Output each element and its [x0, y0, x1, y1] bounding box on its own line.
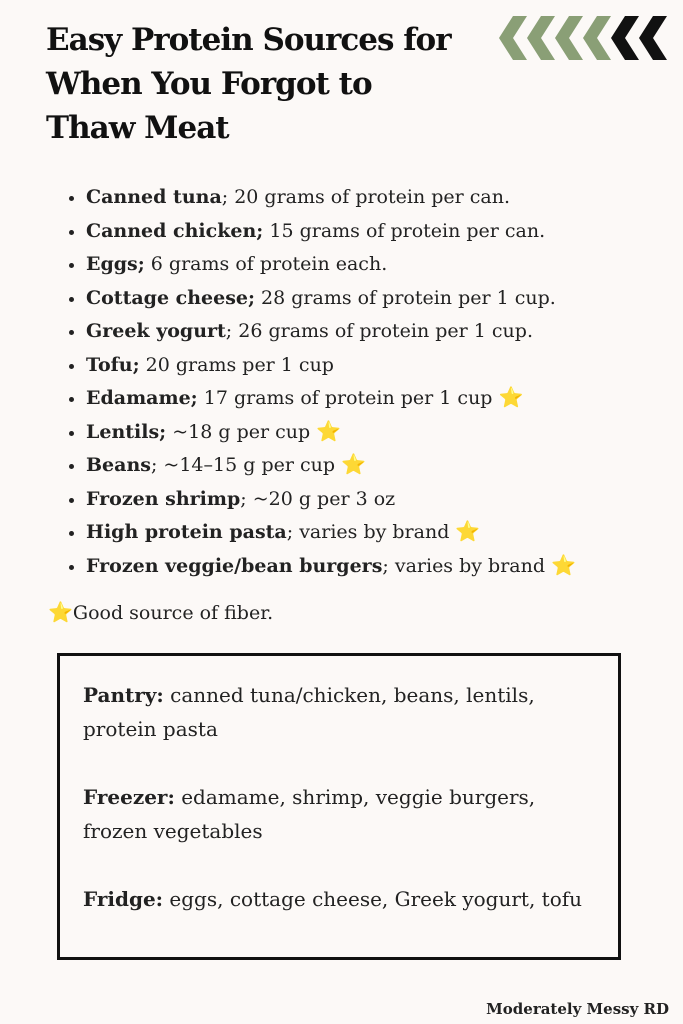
- fridge-text: eggs, cottage cheese, Greek yogurt, tofu: [163, 887, 583, 911]
- list-item: • Frozen shrimp; ~20 g per 3 oz: [86, 482, 683, 516]
- pantry-line: [83, 678, 598, 746]
- title-line-2: When You Forgot to: [46, 66, 372, 102]
- list-item: • Beans; ~14–15 g per cup ⭐: [86, 448, 683, 482]
- chevron-shape: [639, 16, 667, 60]
- chevron-shape: [555, 16, 583, 60]
- chevron-shape: [611, 16, 639, 60]
- fiber-note: [48, 600, 273, 624]
- title-line-3: Thaw Meat: [46, 110, 229, 146]
- fridge-line: [83, 882, 598, 916]
- freezer-text: edamame, shrimp, veggie burgers, frozen vegetables: [83, 785, 536, 843]
- list-item: • Frozen veggie/bean burgers; varies by brand ⭐: [86, 549, 683, 583]
- storage-box: [57, 653, 621, 960]
- list-item: • Canned tuna; 20 grams of protein per can.: [86, 180, 683, 214]
- pantry-label: Pantry:: [83, 683, 164, 707]
- chevron-shapes: [499, 16, 667, 60]
- fridge-label: Fridge:: [83, 887, 164, 911]
- page-title: [46, 18, 486, 150]
- list-item: • Greek yogurt; 26 grams of protein per 1 cup.: [86, 314, 683, 348]
- list-item: • Cottage cheese; 28 grams of protein per 1 cup.: [86, 281, 683, 315]
- pantry-text: canned tuna/chicken, beans, lentils, protein pasta: [83, 683, 535, 741]
- chevron-shape: [583, 16, 611, 60]
- star-icon: ⭐: [316, 418, 342, 443]
- list-item: • Edamame; 17 grams of protein per 1 cup ⭐: [86, 381, 683, 415]
- star-icon: ⭐: [341, 452, 366, 476]
- list-item: • Tofu; 20 grams per 1 cup: [86, 348, 683, 382]
- freezer-label: Freezer:: [83, 785, 175, 809]
- list-item: • Lentils; ~18 g per cup ⭐: [86, 415, 683, 449]
- author-credit: Moderately Messy RD: [486, 1000, 669, 1018]
- list-item: • Eggs; 6 grams of protein each.: [86, 247, 683, 281]
- chevron-shape: [499, 16, 527, 60]
- list-item: • High protein pasta; varies by brand ⭐: [86, 515, 683, 549]
- freezer-line: [83, 780, 598, 848]
- fiber-note-text: Good source of fiber.: [72, 602, 274, 624]
- star-icon: ⭐: [48, 600, 73, 624]
- star-icon: ⭐: [455, 519, 481, 543]
- list-item: • Canned chicken; 15 grams of protein per can.: [86, 214, 683, 248]
- title-line-1: Easy Protein Sources for: [46, 22, 451, 58]
- chevron-shape: [527, 16, 555, 60]
- protein-list: [62, 180, 683, 582]
- star-icon: ⭐: [551, 552, 576, 577]
- star-icon: ⭐: [498, 385, 524, 409]
- chevron-arrows-icon: [497, 15, 673, 61]
